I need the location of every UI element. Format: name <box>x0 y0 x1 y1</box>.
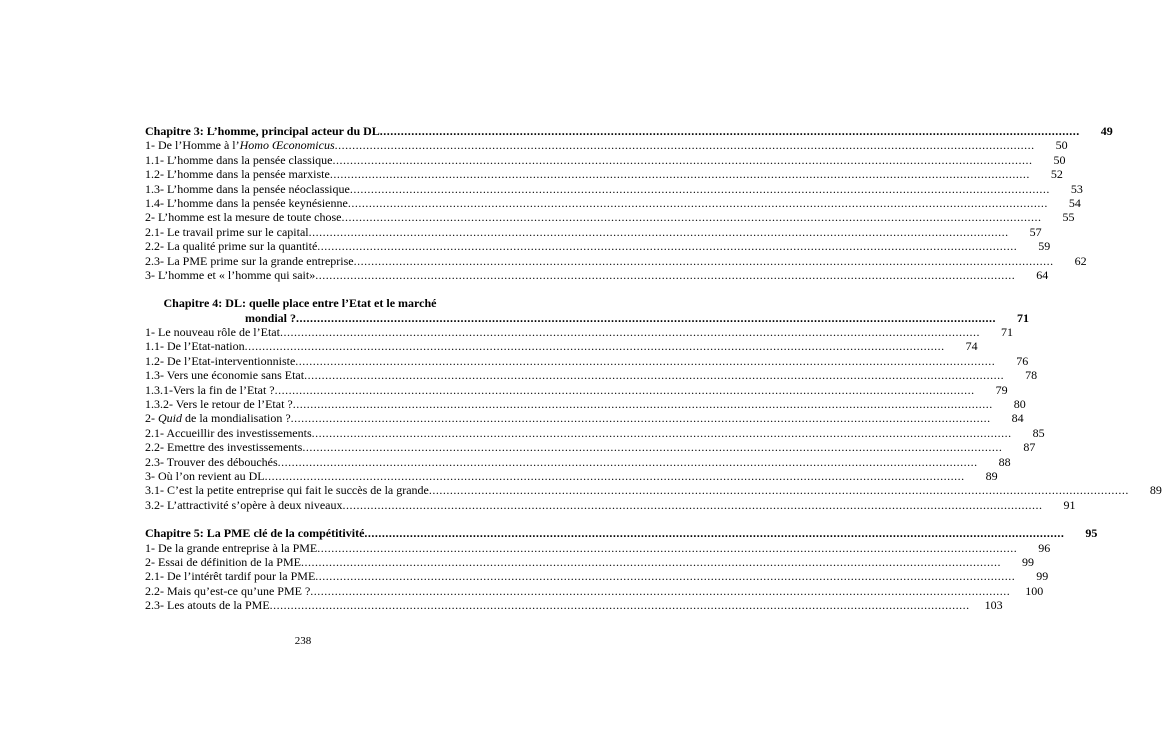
toc-entry-text: 2.2- Emettre des investissements <box>145 440 303 455</box>
toc-entry-page: 62 <box>1074 253 1087 268</box>
toc-entry-page: 76 <box>1016 353 1029 368</box>
toc-entry-page: 88 <box>998 454 1011 469</box>
chapter-4-page: 71 <box>1017 310 1030 325</box>
toc-entry-page: 57 <box>1029 224 1042 239</box>
toc-entry <box>145 569 1049 584</box>
toc-entry-page: 78 <box>1025 368 1038 383</box>
chapter-4-title-line1: Chapitre 4: DL: quelle place entre l’Etat et le marché <box>163 296 437 311</box>
dot-leader: ........................................................................................................................................................................................................ <box>315 569 1016 584</box>
toc-entry-text: 1- De l’Homme à l’Homo Œconomicus <box>145 138 335 153</box>
dot-leader: ........................................................................................................................................................................................................ <box>310 583 1011 598</box>
toc-entry-page: 99 <box>1036 569 1049 584</box>
toc-entry <box>145 440 1036 455</box>
dot-leader: ........................................................................................................................................................................................................ <box>290 411 991 426</box>
toc-entry-text: 1- Le nouveau rôle de l’Etat <box>145 325 280 340</box>
toc-entry <box>145 210 1075 225</box>
toc-entry-page: 50 <box>1055 138 1068 153</box>
dot-leader: ........................................................................................................................................................................................................ <box>296 310 997 325</box>
toc-entry <box>145 253 1087 268</box>
toc-entry <box>145 497 1076 512</box>
toc-entry-page: 64 <box>1036 267 1049 282</box>
chapter-3-entries <box>145 138 1087 282</box>
toc-entry-text: 1.2- De l’Etat-interventionniste <box>145 353 296 368</box>
chapter-4-entries <box>145 325 1162 512</box>
dot-leader: ........................................................................................................................................................................................................ <box>342 497 1043 512</box>
toc-entry <box>145 454 1011 469</box>
dot-leader: ........................................................................................................................................................................................................ <box>274 382 975 397</box>
dot-leader: ........................................................................................................................................................................................................ <box>341 210 1042 225</box>
dot-leader: ........................................................................................................................................................................................................ <box>347 195 1048 210</box>
toc-entry-page: 74 <box>965 339 978 354</box>
toc-entry-text: 2.1- Le travail prime sur le capital <box>145 224 309 239</box>
toc-entry <box>145 397 1026 412</box>
dot-leader: ........................................................................................................................................................................................................ <box>300 554 1001 569</box>
dot-leader: ........................................................................................................................................................................................................ <box>315 267 1016 282</box>
toc-entry-page: 53 <box>1070 181 1083 196</box>
toc-entry-page: 55 <box>1062 210 1075 225</box>
toc-entry-page: 59 <box>1038 239 1051 254</box>
dot-leader: ........................................................................................................................................................................................................ <box>244 339 945 354</box>
toc-entry <box>145 267 1049 282</box>
toc-entry <box>145 167 1063 182</box>
dot-leader: ........................................................................................................................................................................................................ <box>304 368 1005 383</box>
toc-entry-page: 52 <box>1050 167 1063 182</box>
toc-entry <box>145 483 1162 498</box>
toc-entry-text: 1- De la grande entreprise à la PME <box>145 540 318 555</box>
chapter-3-heading <box>145 124 1113 138</box>
toc-entry-page: 85 <box>1032 425 1045 440</box>
dot-leader: ........................................................................................................................................................................................................ <box>269 598 970 613</box>
toc-entry-text: 2- L’homme est la mesure de toute chose <box>145 210 342 225</box>
toc-entry-text: 3.2- L’attractivité s’opère à deux niveaux <box>145 497 343 512</box>
chapter-5-title: Chapitre 5: La PME clé de la compétitivité <box>145 526 365 541</box>
toc-entry-text: 2.3- Trouver des débouchés <box>145 454 278 469</box>
toc-entry <box>145 239 1051 254</box>
dot-leader: ........................................................................................................................................................................................................ <box>334 138 1035 153</box>
toc-entry <box>145 382 1008 397</box>
dot-leader: ........................................................................................................................................................................................................ <box>317 239 1018 254</box>
toc-entry <box>145 598 1003 613</box>
dot-leader: ........................................................................................................................................................................................................ <box>379 124 1080 138</box>
chapter-4-title-line2: mondial ? <box>245 310 297 325</box>
dot-leader: ........................................................................................................................................................................................................ <box>329 167 1030 182</box>
dot-leader: ........................................................................................................................................................................................................ <box>311 425 1012 440</box>
toc-entry-page: 96 <box>1038 540 1051 555</box>
dot-leader: ........................................................................................................................................................................................................ <box>292 397 993 412</box>
toc-entry-page: 103 <box>984 598 1003 613</box>
toc-entry <box>145 195 1081 210</box>
toc-entry <box>145 425 1045 440</box>
toc-entry-text: 1.3.2- Vers le retour de l’Etat ? <box>145 397 293 412</box>
toc-entry-text: 2.2- La qualité prime sur la quantité <box>145 239 318 254</box>
dot-leader: ........................................................................................................................................................................................................ <box>264 469 965 483</box>
toc-entry-page: 50 <box>1053 152 1066 167</box>
chapter-4-heading <box>145 310 1030 325</box>
toc-entry-text: 2.3- La PME prime sur la grande entreprise <box>145 253 354 268</box>
toc-entry-text: 3- L’homme et « l’homme qui sait» <box>145 267 316 282</box>
dot-leader: ........................................................................................................................................................................................................ <box>428 483 1129 498</box>
dot-leader: ........................................................................................................................................................................................................ <box>317 540 1018 555</box>
toc-entry-page: 84 <box>1011 411 1024 426</box>
toc-entry-page: 80 <box>1013 397 1026 412</box>
toc-entry <box>145 368 1038 383</box>
toc-entry-text: 1.4- L’homme dans la pensée keynésienne <box>145 195 348 210</box>
toc-entry-text: 2.1- Accueillir des investissements <box>145 425 312 440</box>
toc-entry-page: 89 <box>1149 483 1162 498</box>
toc-entry-text: 3.1- C’est la petite entreprise qui fait le succès de la grande <box>145 483 429 498</box>
toc-entry <box>145 339 978 354</box>
toc-entry-text: 2.1- De l’intérêt tardif pour la PME <box>145 569 316 584</box>
toc-entry-text: 1.3- Vers une économie sans Etat <box>145 368 305 383</box>
chapter-5-entries <box>145 540 1051 613</box>
toc-entry-page: 100 <box>1025 583 1044 598</box>
toc-entry <box>145 353 1029 368</box>
toc-entry-text: 1.3.1-Vers la fin de l’Etat ? <box>145 382 275 397</box>
toc-entry <box>145 181 1083 196</box>
toc-entry <box>145 583 1044 598</box>
toc-entry-text: 1.2- L’homme dans la pensée marxiste <box>145 167 330 182</box>
chapter-5-page: 95 <box>1085 526 1098 541</box>
toc-entry <box>145 152 1066 167</box>
toc-entry-page: 87 <box>1023 440 1036 455</box>
toc-entry <box>145 325 1013 340</box>
toc-entry-text: 1.1- De l’Etat-nation <box>145 339 245 354</box>
chapter-3-page: 49 <box>1100 124 1113 138</box>
toc-entry-text: 2- Essai de définition de la PME <box>145 554 301 569</box>
toc-entry-text: 1.3- L’homme dans la pensée néoclassique <box>145 181 350 196</box>
toc-entry <box>145 224 1042 239</box>
page-number: 238 <box>294 635 312 647</box>
dot-leader: ........................................................................................................................................................................................................ <box>364 526 1065 541</box>
toc-entry-page: 91 <box>1063 497 1076 512</box>
toc-entry-page: 89 <box>985 469 998 483</box>
dot-leader: ........................................................................................................................................................................................................ <box>277 454 978 469</box>
toc-entry <box>145 138 1068 153</box>
dot-leader: ........................................................................................................................................................................................................ <box>332 152 1033 167</box>
toc-entry-page: 99 <box>1021 554 1034 569</box>
toc-entry <box>145 411 1024 426</box>
toc-entry-text: 2.2- Mais qu’est-ce qu’une PME ? <box>145 583 311 598</box>
toc-entry <box>145 554 1034 569</box>
toc-entry-page: 54 <box>1068 195 1081 210</box>
chapter-5-heading <box>145 526 1098 541</box>
toc-entry-text: 3- Où l’on revient au DL <box>145 469 265 483</box>
toc-entry-text: 2.3- Les atouts de la PME <box>145 598 270 613</box>
chapter-3-title: Chapitre 3: L’homme, principal acteur du DL <box>145 124 380 138</box>
dot-leader: ........................................................................................................................................................................................................ <box>279 325 980 340</box>
dot-leader: ........................................................................................................................................................................................................ <box>302 440 1003 455</box>
dot-leader: ........................................................................................................................................................................................................ <box>349 181 1050 196</box>
dot-leader: ........................................................................................................................................................................................................ <box>308 224 1009 239</box>
toc-entry-text: 1.1- L’homme dans la pensée classique <box>145 152 333 167</box>
dot-leader: ........................................................................................................................................................................................................ <box>295 353 996 368</box>
toc-entry <box>145 540 1051 555</box>
toc-entry-page: 79 <box>995 382 1008 397</box>
table-of-contents <box>145 124 1162 613</box>
dot-leader: ........................................................................................................................................................................................................ <box>353 253 1054 268</box>
toc-entry <box>145 469 998 483</box>
toc-entry-text: 2- Quid de la mondialisation ? <box>145 411 291 426</box>
toc-entry-page: 71 <box>1000 325 1013 340</box>
